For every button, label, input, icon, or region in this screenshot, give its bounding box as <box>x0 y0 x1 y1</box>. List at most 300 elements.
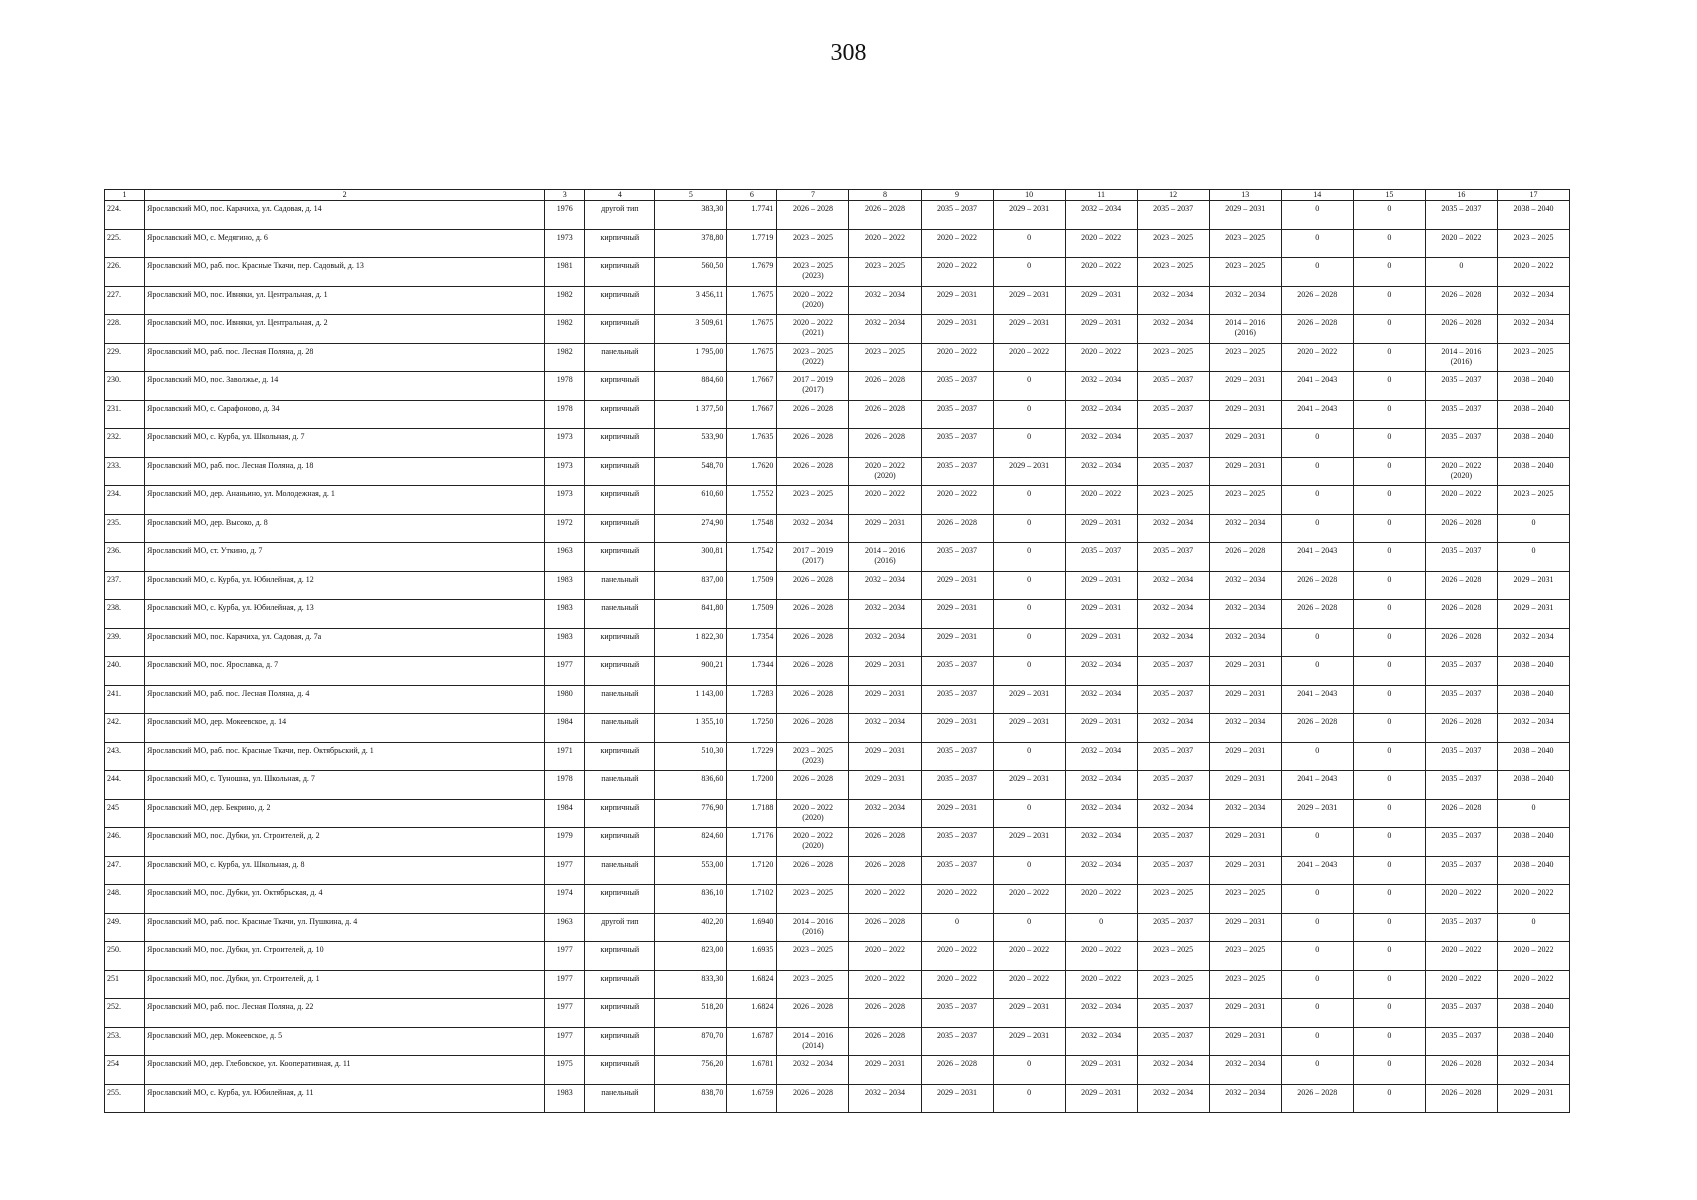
row-number <box>105 942 145 971</box>
col-14-period-value: 0 <box>1315 1030 1320 1040</box>
col-15-period <box>1353 457 1425 486</box>
col-7-period-actual-year: (2017) <box>802 385 824 394</box>
construction-year-value: 1971 <box>556 745 573 755</box>
wall-type <box>585 685 655 714</box>
priority-coefficient-value: 1.7120 <box>751 859 774 869</box>
address-value: Ярославский МО, пос. Карачиха, ул. Садовая, д. 7а <box>147 631 322 641</box>
col-12-period-value: 2023 – 2025 <box>1153 888 1194 897</box>
col-16-period <box>1425 429 1497 458</box>
row-number <box>105 514 145 543</box>
table-row <box>105 315 1570 344</box>
col-11-period <box>1065 970 1137 999</box>
col-17-period-value: 2038 – 2040 <box>1513 375 1554 384</box>
col-11-period-value: 2029 – 2031 <box>1081 318 1122 327</box>
total-area-value: 402,20 <box>701 916 724 926</box>
col-7-period-value: 2026 – 2028 <box>792 859 833 869</box>
total-area-value: 274,90 <box>701 517 724 527</box>
col-7-period-value: 2023 – 2025 <box>792 346 833 356</box>
col-17-period-value: 2038 – 2040 <box>1513 204 1554 213</box>
column-number-1: 1 <box>105 190 145 201</box>
col-17-period-value: 2032 – 2034 <box>1513 289 1554 299</box>
col-8-period-value: 2026 – 2028 <box>864 403 905 413</box>
col-15-period-value: 0 <box>1387 660 1392 669</box>
col-10-period <box>993 514 1065 543</box>
col-16-period <box>1425 828 1497 857</box>
col-16-period-value: 2035 – 2037 <box>1441 688 1482 698</box>
wall-type <box>585 600 655 629</box>
total-area-value: 553,00 <box>701 859 724 869</box>
table-row <box>105 999 1570 1028</box>
construction-year-value: 1982 <box>556 289 573 299</box>
col-8-period <box>849 999 921 1028</box>
col-16-period-value: 2035 – 2037 <box>1441 204 1482 213</box>
priority-coefficient-value: 1.7509 <box>751 603 774 612</box>
priority-coefficient <box>727 400 777 429</box>
col-15-period-value: 0 <box>1387 831 1392 840</box>
wall-type <box>585 571 655 600</box>
col-13-period <box>1209 543 1281 572</box>
col-8-period-value: 2032 – 2034 <box>864 802 905 812</box>
col-11-period-value: 2032 – 2034 <box>1081 688 1122 698</box>
col-12-period <box>1137 942 1209 971</box>
col-10-period <box>993 885 1065 914</box>
col-17-period <box>1497 315 1569 344</box>
col-12-period-value: 2032 – 2034 <box>1153 574 1194 584</box>
address-value: Ярославский МО, раб. пос. Красные Ткачи, пер. Садовый, д. 13 <box>147 261 364 270</box>
construction-year <box>545 201 585 230</box>
col-10-period-value: 0 <box>1027 1087 1032 1097</box>
address-value: Ярославский МО, пос. Дубки, ул. Октябрьская, д. 4 <box>147 888 323 897</box>
col-15-period-value: 0 <box>1387 631 1392 641</box>
address <box>145 799 545 828</box>
col-10-period-value: 0 <box>1027 232 1032 242</box>
col-11-period <box>1065 1084 1137 1113</box>
col-9-period-value: 2020 – 2022 <box>937 888 978 897</box>
priority-coefficient <box>727 372 777 401</box>
wall-type <box>585 286 655 315</box>
col-16-period <box>1425 856 1497 885</box>
col-8-period <box>849 343 921 372</box>
col-10-period-value: 2020 – 2022 <box>1009 945 1050 954</box>
col-12-period <box>1137 714 1209 743</box>
priority-coefficient <box>727 571 777 600</box>
col-15-period <box>1353 229 1425 258</box>
total-area-value: 610,60 <box>701 489 724 498</box>
total-area-value: 1 355,10 <box>695 717 724 726</box>
total-area <box>655 885 727 914</box>
col-13-period-value: 2023 – 2025 <box>1225 346 1266 356</box>
col-10-period <box>993 799 1065 828</box>
col-16-period-value: 2020 – 2022 <box>1441 489 1482 498</box>
col-16-period-value: 2035 – 2037 <box>1441 831 1482 840</box>
col-11-period-value: 2029 – 2031 <box>1081 1059 1122 1068</box>
construction-year <box>545 942 585 971</box>
col-17-period-value: 2038 – 2040 <box>1513 432 1554 441</box>
construction-year <box>545 628 585 657</box>
col-8-period-value: 2023 – 2025 <box>864 346 905 356</box>
construction-year-value: 1977 <box>556 1030 573 1040</box>
col-7-period <box>777 771 849 800</box>
col-17-period-value: 2020 – 2022 <box>1513 888 1554 897</box>
col-12-period-value: 2035 – 2037 <box>1153 859 1194 869</box>
total-area-value: 823,00 <box>701 945 724 954</box>
total-area <box>655 913 727 942</box>
col-12-period-value: 2035 – 2037 <box>1153 432 1194 441</box>
col-9-period-value: 2020 – 2022 <box>937 346 978 356</box>
col-10-period <box>993 571 1065 600</box>
col-9-period <box>921 543 993 572</box>
column-number-5: 5 <box>655 190 727 201</box>
col-11-period <box>1065 571 1137 600</box>
col-11-period-value: 2020 – 2022 <box>1081 232 1122 242</box>
priority-coefficient <box>727 913 777 942</box>
total-area-value: 378,80 <box>701 232 724 242</box>
col-13-period-value: 2029 – 2031 <box>1225 831 1266 840</box>
col-10-period <box>993 942 1065 971</box>
wall-type-value: кирпичный <box>600 945 640 954</box>
col-17-period-value: 2032 – 2034 <box>1513 1059 1554 1068</box>
col-14-period <box>1281 543 1353 572</box>
col-12-period-value: 2035 – 2037 <box>1153 916 1194 926</box>
priority-coefficient <box>727 1084 777 1113</box>
col-10-period-value: 2029 – 2031 <box>1009 1030 1050 1040</box>
column-number-2: 2 <box>145 190 545 201</box>
col-10-period <box>993 400 1065 429</box>
row-number <box>105 1084 145 1113</box>
address <box>145 628 545 657</box>
col-15-period <box>1353 970 1425 999</box>
col-15-period-value: 0 <box>1387 1059 1392 1068</box>
wall-type-value: панельный <box>601 688 639 698</box>
col-9-period <box>921 486 993 515</box>
col-8-period <box>849 742 921 771</box>
construction-year <box>545 685 585 714</box>
col-16-period-value: 2026 – 2028 <box>1441 574 1482 584</box>
col-13-period <box>1209 913 1281 942</box>
col-15-period-value: 0 <box>1387 546 1392 555</box>
col-7-period <box>777 600 849 629</box>
total-area <box>655 970 727 999</box>
priority-coefficient-value: 1.7548 <box>751 517 774 527</box>
wall-type <box>585 429 655 458</box>
address-value: Ярославский МО, с. Туношна, ул. Школьная, д. 7 <box>147 774 315 783</box>
col-17-period <box>1497 799 1569 828</box>
construction-year <box>545 657 585 686</box>
col-17-period-value: 2038 – 2040 <box>1513 403 1554 413</box>
construction-year <box>545 315 585 344</box>
table-row <box>105 372 1570 401</box>
col-15-period <box>1353 543 1425 572</box>
col-16-period <box>1425 913 1497 942</box>
wall-type-value: кирпичный <box>600 631 640 641</box>
wall-type <box>585 258 655 287</box>
col-13-period-value: 2029 – 2031 <box>1225 432 1266 441</box>
col-16-period-value: 2020 – 2022 <box>1441 232 1482 242</box>
row-number-value: 242. <box>107 717 121 726</box>
col-17-period <box>1497 429 1569 458</box>
construction-year-value: 1984 <box>556 717 573 726</box>
col-7-period <box>777 1084 849 1113</box>
col-11-period <box>1065 286 1137 315</box>
col-9-period <box>921 258 993 287</box>
col-14-period <box>1281 999 1353 1028</box>
total-area <box>655 942 727 971</box>
address <box>145 714 545 743</box>
wall-type <box>585 229 655 258</box>
construction-year <box>545 1056 585 1085</box>
col-15-period-value: 0 <box>1387 261 1392 270</box>
col-12-period-value: 2035 – 2037 <box>1153 660 1194 669</box>
priority-coefficient <box>727 657 777 686</box>
col-10-period <box>993 1027 1065 1056</box>
col-14-period-value: 0 <box>1315 945 1320 954</box>
col-7-period <box>777 429 849 458</box>
col-10-period <box>993 771 1065 800</box>
col-17-period-value: 2038 – 2040 <box>1513 660 1554 669</box>
col-8-period <box>849 429 921 458</box>
col-12-period-value: 2023 – 2025 <box>1153 232 1194 242</box>
col-8-period-value: 2026 – 2028 <box>864 831 905 840</box>
construction-year <box>545 514 585 543</box>
priority-coefficient-value: 1.7354 <box>751 631 774 641</box>
priority-coefficient-value: 1.7509 <box>751 574 774 584</box>
priority-coefficient <box>727 970 777 999</box>
col-15-period-value: 0 <box>1387 859 1392 869</box>
address <box>145 685 545 714</box>
address <box>145 885 545 914</box>
col-14-period-value: 0 <box>1315 631 1320 641</box>
col-15-period <box>1353 514 1425 543</box>
construction-year-value: 1972 <box>556 517 573 527</box>
col-9-period-value: 2035 – 2037 <box>937 403 978 413</box>
col-16-period-value: 2026 – 2028 <box>1441 517 1482 527</box>
total-area <box>655 457 727 486</box>
col-7-period-value: 2026 – 2028 <box>792 631 833 641</box>
priority-coefficient-value: 1.7635 <box>751 432 774 441</box>
row-number <box>105 286 145 315</box>
col-9-period-value: 2020 – 2022 <box>937 232 978 242</box>
col-7-period-value: 2023 – 2025 <box>792 261 833 270</box>
col-17-period <box>1497 229 1569 258</box>
col-12-period <box>1137 1056 1209 1085</box>
priority-coefficient-value: 1.6935 <box>751 945 774 954</box>
col-11-period <box>1065 343 1137 372</box>
address-value: Ярославский МО, пос. Дубки, ул. Строителей, д. 1 <box>147 973 320 983</box>
col-11-period <box>1065 628 1137 657</box>
col-9-period-value: 2029 – 2031 <box>937 802 978 812</box>
col-16-period-value: 2035 – 2037 <box>1441 375 1482 384</box>
col-11-period <box>1065 799 1137 828</box>
priority-coefficient-value: 1.7176 <box>751 831 774 840</box>
col-14-period-value: 0 <box>1315 1059 1320 1068</box>
row-number <box>105 315 145 344</box>
total-area <box>655 628 727 657</box>
col-11-period-value: 2029 – 2031 <box>1081 1087 1122 1097</box>
priority-coefficient <box>727 999 777 1028</box>
col-7-period-value: 2023 – 2025 <box>792 888 833 897</box>
total-area <box>655 999 727 1028</box>
col-14-period-value: 2041 – 2043 <box>1297 774 1338 783</box>
col-13-period <box>1209 343 1281 372</box>
col-13-period-value: 2029 – 2031 <box>1225 1030 1266 1040</box>
col-17-period <box>1497 400 1569 429</box>
col-12-period <box>1137 201 1209 230</box>
col-12-period-value: 2035 – 2037 <box>1153 1030 1194 1040</box>
col-9-period <box>921 657 993 686</box>
col-11-period <box>1065 400 1137 429</box>
col-15-period-value: 0 <box>1387 973 1392 983</box>
col-17-period <box>1497 486 1569 515</box>
col-17-period-value: 2038 – 2040 <box>1513 774 1554 783</box>
row-number <box>105 372 145 401</box>
col-9-period-value: 2020 – 2022 <box>937 945 978 954</box>
wall-type <box>585 913 655 942</box>
col-13-period <box>1209 201 1281 230</box>
wall-type-value: кирпичный <box>600 489 640 498</box>
address <box>145 1027 545 1056</box>
col-11-period-value: 2032 – 2034 <box>1081 375 1122 384</box>
total-area <box>655 685 727 714</box>
col-14-period-value: 2026 – 2028 <box>1297 289 1338 299</box>
col-17-period <box>1497 1027 1569 1056</box>
total-area-value: 1 377,50 <box>695 403 724 413</box>
row-number-value: 236. <box>107 546 121 555</box>
col-17-period-value: 2038 – 2040 <box>1513 688 1554 698</box>
construction-year-value: 1979 <box>556 831 573 840</box>
col-8-period <box>849 1056 921 1085</box>
total-area-value: 824,60 <box>701 831 724 840</box>
row-number-value: 226. <box>107 261 121 270</box>
col-7-period <box>777 856 849 885</box>
col-17-period <box>1497 771 1569 800</box>
col-13-period <box>1209 571 1281 600</box>
col-12-period <box>1137 315 1209 344</box>
total-area <box>655 514 727 543</box>
construction-year <box>545 999 585 1028</box>
col-16-period-value: 2035 – 2037 <box>1441 1002 1482 1011</box>
table-row <box>105 1084 1570 1113</box>
total-area <box>655 229 727 258</box>
col-15-period-value: 0 <box>1387 1087 1392 1097</box>
col-13-period-value: 2032 – 2034 <box>1225 1059 1266 1068</box>
col-13-period <box>1209 258 1281 287</box>
col-14-period-value: 2026 – 2028 <box>1297 1087 1338 1097</box>
col-17-period-value: 2038 – 2040 <box>1513 745 1554 755</box>
col-17-period <box>1497 999 1569 1028</box>
col-16-period <box>1425 1056 1497 1085</box>
total-area <box>655 429 727 458</box>
col-16-period <box>1425 771 1497 800</box>
col-11-period <box>1065 543 1137 572</box>
construction-year-value: 1973 <box>556 489 573 498</box>
col-12-period-value: 2035 – 2037 <box>1153 745 1194 755</box>
col-9-period-value: 2035 – 2037 <box>937 432 978 441</box>
col-8-period <box>849 856 921 885</box>
col-15-period-value: 0 <box>1387 945 1392 954</box>
col-11-period <box>1065 942 1137 971</box>
col-15-period <box>1353 429 1425 458</box>
address-value: Ярославский МО, ст. Уткино, д. 7 <box>147 546 263 555</box>
col-13-period-value: 2029 – 2031 <box>1225 403 1266 413</box>
col-13-period <box>1209 771 1281 800</box>
wall-type <box>585 201 655 230</box>
table-body <box>105 201 1570 1113</box>
col-9-period <box>921 1027 993 1056</box>
col-17-period <box>1497 714 1569 743</box>
priority-coefficient-value: 1.7675 <box>751 289 774 299</box>
col-7-period-value: 2026 – 2028 <box>792 1087 833 1097</box>
row-number <box>105 856 145 885</box>
construction-year-value: 1983 <box>556 1087 573 1097</box>
col-10-period <box>993 714 1065 743</box>
address-value: Ярославский МО, с. Курба, ул. Юбилейная, д. 11 <box>147 1087 314 1097</box>
col-13-period <box>1209 942 1281 971</box>
col-16-period-value: 2035 – 2037 <box>1441 403 1482 413</box>
col-9-period <box>921 571 993 600</box>
col-12-period <box>1137 628 1209 657</box>
wall-type <box>585 885 655 914</box>
col-7-period-value: 2026 – 2028 <box>792 432 833 441</box>
col-12-period <box>1137 286 1209 315</box>
col-11-period-value: 2020 – 2022 <box>1081 973 1122 983</box>
address <box>145 970 545 999</box>
col-7-period-value: 2026 – 2028 <box>792 574 833 584</box>
address <box>145 1056 545 1085</box>
priority-coefficient-value: 1.7679 <box>751 261 774 270</box>
priority-coefficient-value: 1.7542 <box>751 546 774 555</box>
table-row <box>105 400 1570 429</box>
col-14-period-value: 2041 – 2043 <box>1297 688 1338 698</box>
construction-year <box>545 258 585 287</box>
construction-year-value: 1963 <box>556 916 573 926</box>
col-16-period <box>1425 942 1497 971</box>
row-number <box>105 828 145 857</box>
col-13-period-actual-year: (2016) <box>1234 328 1256 337</box>
address-value: Ярославский МО, пос. Ярославка, д. 7 <box>147 660 279 669</box>
col-17-period <box>1497 628 1569 657</box>
wall-type-value: кирпичный <box>600 546 640 555</box>
address-value: Ярославский МО, дер. Мокеевское, д. 5 <box>147 1030 283 1040</box>
wall-type <box>585 486 655 515</box>
col-16-period-value: 2026 – 2028 <box>1441 318 1482 327</box>
wall-type <box>585 799 655 828</box>
col-15-period-value: 0 <box>1387 888 1392 897</box>
col-7-period-value: 2032 – 2034 <box>792 517 833 527</box>
col-10-period-value: 0 <box>1027 745 1032 755</box>
col-17-period-value: 2038 – 2040 <box>1513 831 1554 840</box>
wall-type <box>585 628 655 657</box>
row-number <box>105 429 145 458</box>
col-9-period-value: 2035 – 2037 <box>937 546 978 555</box>
col-8-period <box>849 229 921 258</box>
col-15-period-value: 0 <box>1387 403 1392 413</box>
address-value: Ярославский МО, пос. Дубки, ул. Строителей, д. 10 <box>147 945 324 954</box>
col-11-period <box>1065 771 1137 800</box>
address <box>145 286 545 315</box>
col-14-period <box>1281 400 1353 429</box>
row-number-value: 250. <box>107 945 121 954</box>
col-10-period <box>993 913 1065 942</box>
col-16-period-value: 2035 – 2037 <box>1441 745 1482 755</box>
col-7-period-value: 2026 – 2028 <box>792 603 833 612</box>
table-row <box>105 457 1570 486</box>
col-9-period <box>921 913 993 942</box>
col-17-period-value: 0 <box>1531 916 1536 926</box>
address-value: Ярославский МО, раб. пос. Лесная Поляна, д. 28 <box>147 346 314 356</box>
col-12-period-value: 2032 – 2034 <box>1153 802 1194 812</box>
col-17-period-value: 2020 – 2022 <box>1513 945 1554 954</box>
col-8-period-value: 2032 – 2034 <box>864 631 905 641</box>
